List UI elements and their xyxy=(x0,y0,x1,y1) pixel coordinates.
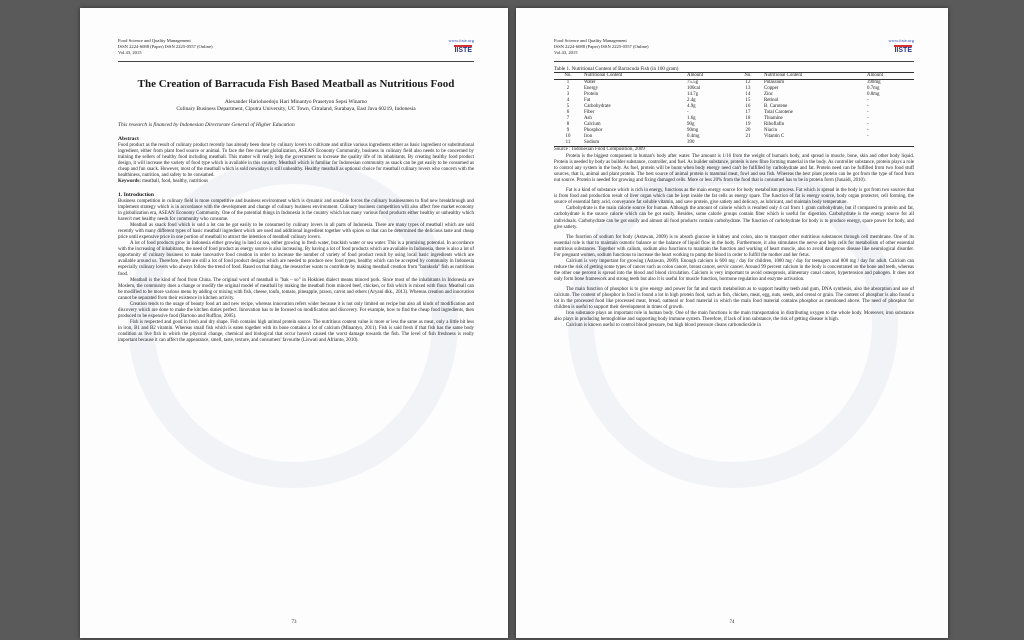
table-cell: 14 xyxy=(745,91,751,97)
table-cell: 17 xyxy=(745,109,751,115)
paragraph: Calcium is known useful to control blood pressure, but high blood pressure cleans carbondioxide in xyxy=(566,323,761,329)
table-cell: Zinc xyxy=(763,91,773,97)
table-cell: 16 xyxy=(745,103,751,109)
table-cell: Energy xyxy=(584,86,599,92)
table-cell: 4.9g xyxy=(687,103,696,109)
table-cell: 75.5g xyxy=(687,80,699,86)
paper-affiliation: Culinary Business Department, Ciputra University, UC Town, Citraland, Surabaya, East Java 60219, Indonesia xyxy=(176,105,416,112)
table-cell: Fiber xyxy=(584,109,595,115)
table-header-cell: Amount xyxy=(865,73,914,80)
table-cell: 390mg xyxy=(867,80,881,86)
table-cell: - xyxy=(867,109,869,115)
table-cell: 6 xyxy=(566,109,570,115)
table-cell: Iron xyxy=(584,133,593,139)
table-header-cell: Nutritional Content xyxy=(582,73,685,80)
table-cell: - xyxy=(867,133,869,139)
table-cell: Phosphor xyxy=(584,127,603,133)
table-header-cell: No. xyxy=(734,73,762,80)
table-cell: 0.7mg xyxy=(867,86,880,92)
funding-note: This research is financed by Indonesian Directorate General of Higher Education xyxy=(118,121,295,128)
paragraph: The function of sodium for body (Astawan, 2009) is to absorb glucose in kidney and colon, also to transport other nutritious substances through cell membrane. One of its essential role is that to maintain osmotic balance or the balance of liquid flow in the body. Furthermore, it also stimulates the nerve and help cells for metabolism of other essential nutritious substances. Together with calium, sodium also functions to maintain the function and working of heart muscle, also to avoid dangerous disease like neurological disorder. For pregnant women, sodium functions to increase the heart working to pump the blood in order to fulfill the mother and her fetus. xyxy=(554,234,914,258)
table-cell: - xyxy=(867,97,869,103)
page-number: 73 xyxy=(291,620,297,625)
table-cell: - xyxy=(867,121,869,127)
paragraph: Fat is a kind of substance which is rich in energy, functions as the main energy source for body metabolism process. Fat which is spread in the body is got from two sources that is from food and production result of liver organ which can be kept inside the fat cells as energy spare. The function of fat is energy source, body organ protecter, cell forming, the source of essential fatty acid, conveyance fat soluble vitamin, and save protein, give satiety and delicacy, as lubricant, and maintain body temperature. xyxy=(554,188,914,206)
journal-url-link[interactable]: www.iiste.org xyxy=(888,38,914,43)
journal-name: Food Science and Quality Management xyxy=(554,38,627,43)
table-cell: 10 xyxy=(565,133,571,139)
table-cell: 15 xyxy=(745,97,751,103)
paragraph: Meatball is the kind of food from China. The original word of meatball is "bak – so" in Hokkien dialect means minced pork. Since most of the inhabitants in Indonesia are Moslem, the community does a change or modify the original model of meatball by making the meatball from minced beef, chicken, or fish which is mixed with flour. Meatball can be modified to be more various menu by adding or mixing with fish, cheese, toufu, tomato, pineapple, prawn, carrot and others (Aryani dkk., 2013). Whereas creation and innovation cannot be separated from their existence in kitchen activity. xyxy=(118,277,474,301)
table-header-cell: No. xyxy=(554,73,582,80)
iiste-logo: IISTE xyxy=(454,47,472,54)
table-cell: 19 xyxy=(745,121,751,127)
table-cell xyxy=(762,140,865,146)
paragraph: Creation tends to the usage of beauty food art and new recipe, whereas innovation refers wider because it is not only limited on recipe but also all kinds of modification and discovery which are done to make the kitchen duties perfect. Innovation has to be focused on modification and discovery. For example, how to find the cheap food ingredients, then produced to be expensive food (Bartono and Ruffino, 2005). xyxy=(118,301,474,319)
table-cell: 7 xyxy=(566,115,570,121)
paragraph: A lot of food products grow in Indonesia either growing in land or sea, either growing in fresh water, brackish water or sea water. This is a promising potential. In accordance with the increasing of inhabitants, the need of food product as energy source is also increasing. By having a lot of food products which are available in Indonesia, there is also a lot of opportunity of culinary business to make innovative food creation in order to increase the number of variety of food product result by using local basic ingredients which are available around us. Therefore, there are still a lot of food product designs which are needed to produce new food types, healthy which can be accepted by community in Indonesia especially culinary lovers who always follow the trend of food. Based on that thing, the researcher wants to contribute by making meatball creation from "barakuda" fish as nutritious food. xyxy=(118,241,474,277)
right-page xyxy=(516,8,948,638)
table-cell: Calcium xyxy=(584,121,601,127)
paragraph: Protein is the biggest component in human's body after water. The amount is 1/16 from the weight of human's body, and spread in muscle, bone, skin and other body liquid. Protein is needed by body as builder substance, controller, and fuel. As builder substance, protein is new fibre forming material in the body. As controller substance, protein plays a role to control any system in the body. As fuel, protein will be burnt when body energy need can't be fulfilled by carbohydrate and fat. Protein need can be fulfilled from two food stuff sources, that is, animal and plant protein. The best source of animal protein is mammal meat, fowl and sea fish. Whereas the best plant protein can be got from the type of food from nut source. Protein is needed for growing and fixing damaged cells. More or less 20% from the food that is consumed has to be in protein form (Junaidi, 2010). xyxy=(554,154,914,184)
table-cell: 0.4mg xyxy=(687,133,700,139)
paragraph: Fish is respected and good in fresh and dry shape. Fish contains high animal protein source. The nutritious content value is more or less the same as meat, only a little bit less in iron, B1 and B2 vitamin. Whereas small fish which is eaten together with its bone contains a lot of calcium (Minantyo, 2011). Fish is said fresh if that fish has the same body condition as live fish in which the physical change, chemical and biological that occur haven't caused the worst damage towards the fish. The level of fish freshness is really important because it can affect the appearance, smell, taste, texture, and consumers' favourite (Liswati and Afrianto, 2010). xyxy=(118,319,474,344)
table-cell: 12 xyxy=(745,80,751,86)
table-cell: 100cal xyxy=(687,86,701,92)
paragraph: Meatball as snack food which is sold a lot can be got easily to be consumed by culinary lovers in all parts of Indonesia. There are many types of meatball which are sold recently with many different types of basic meatball ingredient which are used and additional ingredient together with spices so that can be determined the delicious taste and cheap price until expensive price in one portion of meatball to attract the intention of meatball culinary lovers. xyxy=(118,223,474,241)
header-divider xyxy=(554,61,914,62)
keywords-label: Keywords: xyxy=(118,178,141,184)
table-cell: 90g xyxy=(687,121,695,127)
table-cell: Copper xyxy=(763,86,779,92)
table-cell: Niacin xyxy=(763,127,778,133)
iiste-logo: IISTE xyxy=(894,47,912,54)
journal-name: Food Science and Quality Management xyxy=(118,38,191,43)
table-cell: 21 xyxy=(745,133,751,139)
table-header-row xyxy=(554,73,914,80)
table-cell: 13 xyxy=(745,86,751,92)
table-cell: 8 xyxy=(566,121,570,127)
abstract-heading: Abstract xyxy=(118,135,139,142)
table-cell: - xyxy=(867,103,869,109)
nutrition-table xyxy=(554,72,914,146)
table-cell: 2 xyxy=(566,86,570,92)
journal-url-link[interactable]: www.iiste.org xyxy=(448,38,474,43)
paragraph: Iron substance plays an important role in human body. One of the main functions is the main transportation in distributing oxygen to the whole body. Moreover, iron substance also plays in producing hemoglobine and supporting body immune system. Therefore, if lack of iron substance, the risk of getting disease is high. xyxy=(554,311,914,323)
table-cell: Potassium xyxy=(763,80,785,86)
keywords-line xyxy=(118,179,474,185)
table-cell: 14.7g xyxy=(687,91,699,97)
table-cell: 4 xyxy=(566,97,570,103)
table-cell: 390 xyxy=(685,140,734,146)
volume: Vol.43, 2015 xyxy=(554,50,578,56)
left-page xyxy=(80,8,508,638)
table-cell: 1.6g xyxy=(687,115,696,121)
table-row xyxy=(554,140,914,146)
table-cell: Ash xyxy=(584,115,592,121)
table-cell: 3 xyxy=(566,91,570,97)
table-cell: Carbohydrate xyxy=(584,103,611,109)
table-cell: 9 xyxy=(566,127,570,133)
table-cell: Sodium xyxy=(582,140,685,146)
paragraph: Calcium is very important for growing (Astawan, 2009). Enough calcium is 600 mg / day for children, 1000 mg / day for teenagers and 800 mg / day for adult. Calcium can reduce the risk of getting some types of cancer such as colon cancer, breast cancer, servic cancer. Around 99 percent calcium in the body is concentrated on the bone and teeth, whereas the other one percent is spread into the blood and blood circulation. Calcium is very important to avoid osteoprosis, alimentary canal cancer, hypertension and pahogen. It does not only form bone framework and strong teeth but also it is useful for muscle function, hormone regulation and enzyme activation. xyxy=(554,258,914,282)
nutrition-table-body xyxy=(554,80,914,146)
table-cell: 11 xyxy=(554,140,582,146)
keywords-text: meatball, food, healthy, nutritious xyxy=(142,178,209,184)
table-cell: B. Carotene xyxy=(763,103,788,109)
table-cell: 2.4g xyxy=(687,97,696,103)
issn: ISSN 2224-6088 (Paper) ISSN 2225-0557 (Online) xyxy=(118,44,213,50)
table-cell: - xyxy=(867,127,869,133)
table-cell: 5 xyxy=(566,103,570,109)
table-cell: 1 xyxy=(566,80,570,86)
table-cell: - xyxy=(867,115,869,121)
table-source: Source : Indonesian Food Composition, 2009 xyxy=(554,146,645,152)
table-cell: Total Carotene xyxy=(763,109,793,115)
abstract-text: Food product as the result of culinary product recently has already been done by culinary lovers to cultivate and utilize various ingredients either as basic ingredient or substitutional ingredient, either from plant food source or animal. To face the free market globalization, ASEAN Economy Community, business in culinary field also needs to be concerned by training the sellers of healthy food including meatball. This matter will really help the government to increase the quality life of its inhabitants. By creating healthy food product design, it will increase the variety of food type which is available in this country. Meatball which is familiar for Indonesian community as snack can be got easily to be consumed as cheap and fun snack. However, most of the meatball which is sold nowadays is still unhealthy. Healthy meatball as optional choice for meatball culinary lovers who concern with the healthiness, nutrition, and safety to be consumed. xyxy=(118,142,474,178)
volume: Vol.43, 2015 xyxy=(118,50,142,56)
paragraph: Business competition in culinary field is more competitive and business environment which is dynamic and unstable forces the culinary businessmen to find new breakthrough and implement strategy which is in accordance with the development and change of culinary business environment. Culinary business competition will also affect free market economy in globalization era, ASEAN Economy Community. One of the potential things in Indonesia is the country which has many various food products either healthy or unhealthy which haven't met healthy needs for community who consume. xyxy=(118,198,474,223)
paragraph: The main function of phosphor is to give energy and power for fat and starch metabolism as to support healthy teeth and gum, DNA synthesis, also the absorption and use of calcium. The content of phosphor in food is found a lot in high protein food, such as fish, chicken, meat, egg, nuts, seeds, and cereal or grain. The content of phosphor is also found a lot in the processed food like processed meat, bread, oatmeal or food material in which the main food material contains phosphor as mentioned above. The need of phosphor for children is useful to support their development in times of growth. xyxy=(554,286,914,311)
table-header-cell: Amount xyxy=(685,73,734,80)
table-cell: Fat xyxy=(584,97,591,103)
issn: ISSN 2224-6088 (Paper) ISSN 2225-0557 (Online) xyxy=(554,44,649,50)
right-page-content xyxy=(554,38,914,329)
paper-authors: Alexander Hariohoedojo Hari Minantyo Prasetyon Sepsi Winarno xyxy=(224,98,368,105)
table-cell: Riboflafin xyxy=(763,121,785,127)
table-cell: Thiamine xyxy=(763,115,783,121)
paper-title: The Creation of Barracuda Fish Based Meatball as Nutritious Food xyxy=(137,77,455,90)
header-divider xyxy=(118,61,474,62)
table-header-cell: Nutritional Content xyxy=(762,73,865,80)
table-cell: 18 xyxy=(745,115,751,121)
page-header xyxy=(118,38,474,62)
table-cell: Vitamin C xyxy=(763,133,785,139)
page-number: 74 xyxy=(729,620,735,625)
table-cell: 0.8mg xyxy=(867,91,880,97)
table-cell: 90mg xyxy=(687,127,699,133)
page-header xyxy=(554,38,914,62)
table-cell xyxy=(734,140,762,146)
table-cell: - xyxy=(687,109,689,115)
table-cell xyxy=(865,140,914,146)
paragraph: Carbohydrate is the main calorie source for human. Although the amount of calorie which is resulted only 4 cal from 1 gram carbohydrate, but if compared to protein and fat, carbohydrate is the source calorie which can be got easily. Besides, some calorie groups contain fiber which is useful for digestion. Carbohydrate is the energy source for all individuals. Carbohydrate can be got easily and almost all food products contain carbohydrate. The function of carbohydrate for body is to produce energy, spare power for body, and give satiety. xyxy=(554,206,914,230)
introduction-heading: 1. Introduction xyxy=(118,191,154,198)
left-page-content xyxy=(118,38,474,344)
table-cell: Water xyxy=(584,80,596,86)
table-cell: 20 xyxy=(745,127,751,133)
table-caption: Table 1. Nutritional Content of Barracuda Fish (in 100 gram) xyxy=(554,65,679,72)
table-cell: Protein xyxy=(584,91,599,97)
table-cell: Retinol xyxy=(763,97,779,103)
